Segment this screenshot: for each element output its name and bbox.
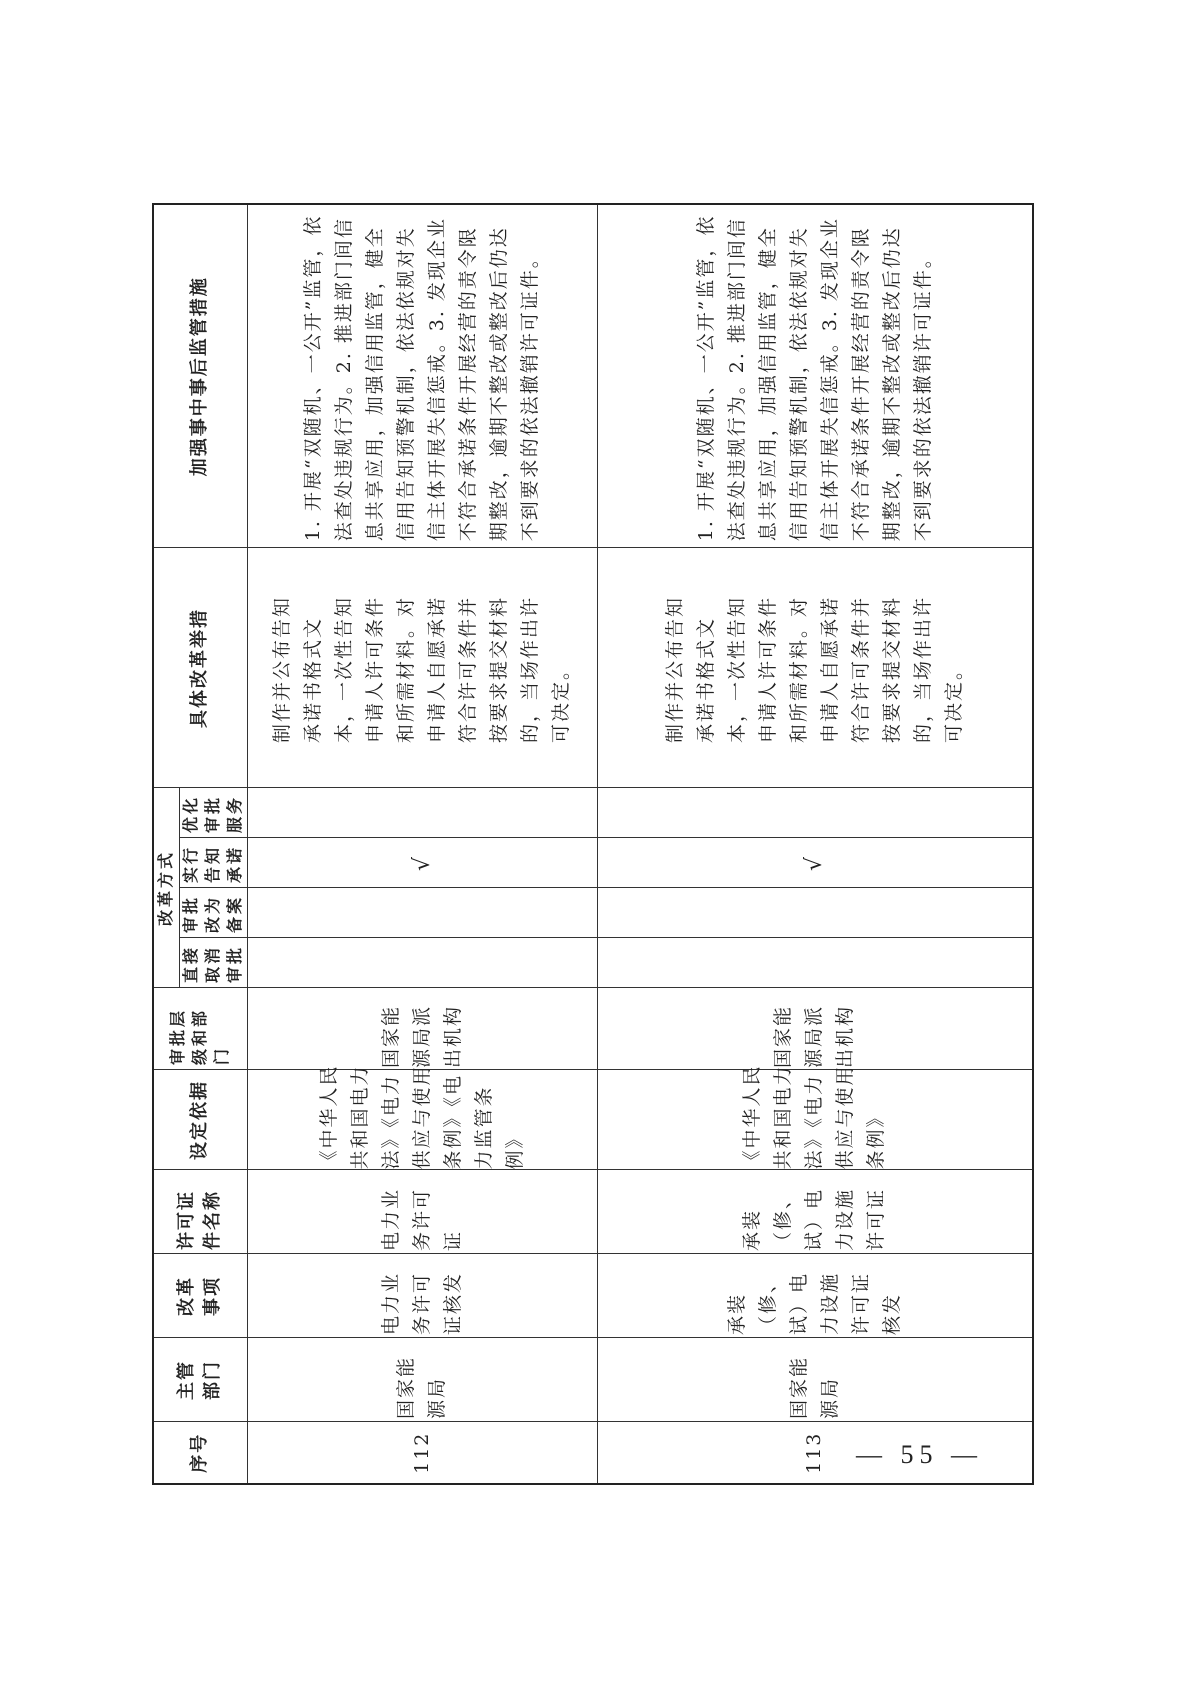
cell-dept: 国家能源局 <box>247 1338 597 1422</box>
reform-table <box>152 203 1034 1485</box>
header-basis: 设定依据 <box>153 1070 247 1170</box>
cell-dept: 国家能源局 <box>597 1338 1033 1422</box>
cell-promise-check: √ <box>597 838 1033 888</box>
cell-basis: 《中华人民共和国电力法》《电力供应与使用条例》 <box>597 1070 1033 1170</box>
cell-supervision: 1. 开展“双随机、一公开”监管，依法查处违规行为。2. 推进部门间信息共享应用，加强信用监管，健全信用告知预警机制，依法依规对失信主体开展失信惩戒。3. 发现企业不符合承诺条件开展经营的责令限期整改，逾期不整改或整改后仍达不到要求的依法撤销许可证件。 <box>247 204 597 548</box>
cell-item: 电力业务许可证核发 <box>247 1254 597 1338</box>
cell-basis: 《中华人民共和国电力法》《电力供应与使用条例》《电力监管条例》 <box>247 1070 597 1170</box>
header-level: 审批层级和部门 <box>153 988 247 1070</box>
table-row <box>247 204 597 1484</box>
header-mode-record: 审批改为备案 <box>179 888 247 938</box>
cell-optimize <box>597 788 1033 838</box>
cell-license: 承装（修、试）电力设施许可证 <box>597 1170 1033 1254</box>
header-seq: 序号 <box>153 1422 247 1484</box>
header-dept: 主管部门 <box>153 1338 247 1422</box>
rotated-table-wrapper <box>152 205 1034 1485</box>
cell-promise-check: √ <box>247 838 597 888</box>
cell-record <box>247 888 597 938</box>
cell-license: 电力业务许可证 <box>247 1170 597 1254</box>
header-mode-optimize: 优化审批服务 <box>179 788 247 838</box>
header-supervision: 加强事中事后监管措施 <box>153 204 247 548</box>
table-row <box>597 204 1033 1484</box>
cell-record <box>597 888 1033 938</box>
page-number: — 55 — <box>856 1440 983 1469</box>
cell-level: 国家能源局派出机构 <box>597 988 1033 1070</box>
header-license: 许可证件名称 <box>153 1170 247 1254</box>
cell-cancel <box>597 938 1033 988</box>
header-mode-cancel: 直接取消审批 <box>179 938 247 988</box>
header-mode: 改革方式 <box>153 788 179 988</box>
cell-cancel <box>247 938 597 988</box>
cell-seq: 113 <box>597 1422 1033 1484</box>
cell-level: 国家能源局派出机构 <box>247 988 597 1070</box>
cell-measures: 制作并公布告知承诺书格式文本，一次性告知申请人许可条件和所需材料。对申请人自愿承诺符合许可条件并按要求提交材料的，当场作出许可决定。 <box>247 548 597 788</box>
header-item: 改革事项 <box>153 1254 247 1338</box>
cell-item: 承装（修、试）电力设施许可证核发 <box>597 1254 1033 1338</box>
cell-supervision: 1. 开展“双随机、一公开”监管，依法查处违规行为。2. 推进部门间信息共享应用，加强信用监管，健全信用告知预警机制，依法依规对失信主体开展失信惩戒。3. 发现企业不符合承诺条件开展经营的责令限期整改，逾期不整改或整改后仍达不到要求的依法撤销许可证件。 <box>597 204 1033 548</box>
header-mode-promise: 实行告知承诺 <box>179 838 247 888</box>
cell-seq: 112 <box>247 1422 597 1484</box>
cell-optimize <box>247 788 597 838</box>
cell-measures: 制作并公布告知承诺书格式文本，一次性告知申请人许可条件和所需材料。对申请人自愿承诺符合许可条件并按要求提交材料的，当场作出许可决定。 <box>597 548 1033 788</box>
header-measures: 具体改革举措 <box>153 548 247 788</box>
